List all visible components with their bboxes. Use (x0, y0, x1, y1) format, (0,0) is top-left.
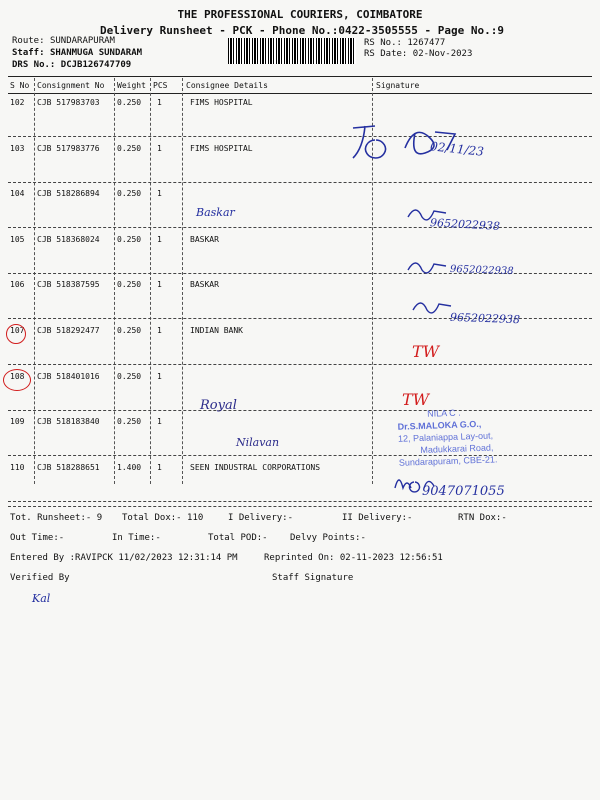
row-weight: 1.400 (117, 463, 142, 472)
row-consignee: SEEN INDUSTRAL CORPORATIONS (190, 463, 321, 472)
row-pcs: 1 (157, 235, 162, 244)
row-consignee: BASKAR (190, 235, 219, 244)
row-weight: 0.250 (117, 98, 142, 107)
handwritten-phone-4: 9047071055 (422, 484, 505, 499)
verified-initials: Kal (32, 592, 51, 605)
stamp-line: 12, Palaniappa Lay-out, (397, 430, 494, 444)
row-consignment-no: CJB 518401016 (37, 372, 100, 381)
row-pcs: 1 (157, 144, 162, 153)
total-dox: Total Dox:- 110 (122, 513, 204, 523)
row-weight: 0.250 (117, 144, 142, 153)
row-pcs: 1 (157, 280, 162, 289)
row-sno: 110 (10, 463, 25, 472)
red-circle-mark (3, 369, 31, 391)
row-divider (8, 501, 592, 502)
verified-by: Verified By (10, 573, 70, 583)
table-top-line (8, 76, 592, 77)
route-value: SUNDARAPURAM (49, 36, 115, 46)
row-divider (8, 182, 592, 183)
entered-by: Entered By :RAVIPCK 11/02/2023 12:31:14 PM (10, 553, 238, 563)
company-stamp (397, 403, 559, 469)
handwritten-tw-2: TW (402, 390, 430, 409)
table-header-line (8, 93, 592, 94)
row-weight: 0.250 (117, 189, 142, 198)
handwritten-phone-2: 9652022938 (449, 263, 514, 278)
route-row (12, 36, 115, 46)
rtn-dox: RTN Dox:- (458, 513, 507, 523)
rs-no-label: RS No.: (364, 38, 402, 48)
staff-row (12, 48, 142, 58)
row-sno: 103 (10, 144, 25, 153)
row-pcs: 1 (157, 417, 162, 426)
drs-value: DCJB126747709 (60, 60, 132, 70)
row-divider (8, 364, 592, 365)
row-sno: 107 (10, 326, 25, 335)
rs-no-value: 1267477 (407, 38, 446, 48)
row-sno: 102 (10, 98, 25, 107)
row-consignee: FIMS HOSPITAL (190, 98, 253, 107)
row-sno: 104 (10, 189, 25, 198)
staff-signature: Staff Signature (272, 573, 354, 583)
row-pcs: 1 (157, 189, 162, 198)
rs-date-row (364, 49, 472, 59)
row-weight: 0.250 (117, 235, 142, 244)
route-label: Route: (12, 36, 45, 46)
handwritten-date: 02/11/23 (429, 139, 485, 159)
row-weight: 0.250 (117, 280, 142, 289)
in-time: In Time:- (112, 533, 161, 543)
total-pod: Total POD:- (208, 533, 268, 543)
staff-value: SHANMUGA SUNDARAM (49, 48, 143, 58)
col-header-pcs: PCS (153, 81, 168, 90)
signature-mark (410, 298, 455, 316)
handwritten-nilavan: Nilavan (236, 436, 280, 449)
row-sno: 106 (10, 280, 25, 289)
row-sno: 105 (10, 235, 25, 244)
row-pcs: 1 (157, 326, 162, 335)
stamp-line: Madukkarai Road, (420, 442, 494, 456)
row-pcs: 1 (157, 98, 162, 107)
company-title: THE PROFESSIONAL COURIERS, COIMBATORE (177, 8, 423, 21)
col-divider (34, 78, 35, 484)
reprinted-on: Reprinted On: 02-11-2023 12:56:51 (264, 553, 443, 563)
out-time: Out Time:- (10, 533, 65, 543)
stamp-line: Dr.S.MALOKA G.O., (397, 418, 482, 432)
row-pcs: 1 (157, 463, 162, 472)
handwritten-baskar: Baskar (196, 206, 235, 219)
row-consignment-no: CJB 517983776 (37, 144, 100, 153)
rs-no-row (364, 38, 445, 48)
ii-delivery: II Delivery:- (342, 513, 413, 523)
row-consignment-no: CJB 518368024 (37, 235, 100, 244)
col-header-weight: Weight (117, 81, 146, 90)
handwritten-royal: Royal (200, 398, 237, 413)
staff-label: Staff: (12, 48, 45, 58)
handwritten-phone-3: 9652022938 (449, 310, 521, 327)
row-pcs: 1 (157, 372, 162, 381)
row-consignment-no: CJB 518286894 (37, 189, 100, 198)
handwritten-tw-1: TW (412, 342, 440, 361)
row-divider (8, 227, 592, 228)
runsheet-title: Delivery Runsheet - PCK - Phone No.:0422-3505555 - Page No.:9 (100, 24, 504, 37)
row-weight: 0.250 (117, 372, 142, 381)
drs-row (12, 60, 131, 70)
rs-date-label: RS Date: (364, 49, 408, 59)
row-consignment-no: CJB 518387595 (37, 280, 100, 289)
row-weight: 0.250 (117, 417, 142, 426)
row-weight: 0.250 (117, 326, 142, 335)
col-divider (114, 78, 115, 484)
signature-mark (405, 258, 450, 276)
col-header-consignee: Consignee Details (186, 81, 268, 90)
stamp-line: Sundarapuram, CBE-21. (398, 454, 498, 468)
row-sno: 108 (10, 372, 25, 381)
rs-date-value: 02-Nov-2023 (412, 49, 473, 59)
col-divider (182, 78, 183, 484)
drs-label: DRS No.: (12, 60, 56, 70)
col-header-consignment: Consignment No (37, 81, 105, 90)
col-header-sno: S No (10, 81, 30, 90)
footer-divider (8, 506, 592, 507)
row-consignment-no: CJB 518292477 (37, 326, 100, 335)
barcode-image (228, 38, 356, 64)
delvy-points: Delvy Points:- (290, 533, 366, 543)
row-divider (8, 136, 592, 137)
col-divider (150, 78, 151, 484)
red-circle-mark (6, 324, 26, 344)
tot-runsheet: Tot. Runsheet:- 9 (10, 513, 103, 523)
i-delivery: I Delivery:- (228, 513, 294, 523)
col-header-signature: Signature (376, 81, 420, 90)
row-sno: 109 (10, 417, 25, 426)
row-consignee: FIMS HOSPITAL (190, 144, 253, 153)
row-consignment-no: CJB 517983703 (37, 98, 100, 107)
row-consignee: INDIAN BANK (190, 326, 243, 335)
stamp-line: NILA C . (427, 407, 461, 419)
row-consignee: BASKAR (190, 280, 219, 289)
row-consignment-no: CJB 518288651 (37, 463, 100, 472)
handwritten-phone-1: 9652022938 (429, 216, 501, 233)
row-consignment-no: CJB 518183840 (37, 417, 100, 426)
